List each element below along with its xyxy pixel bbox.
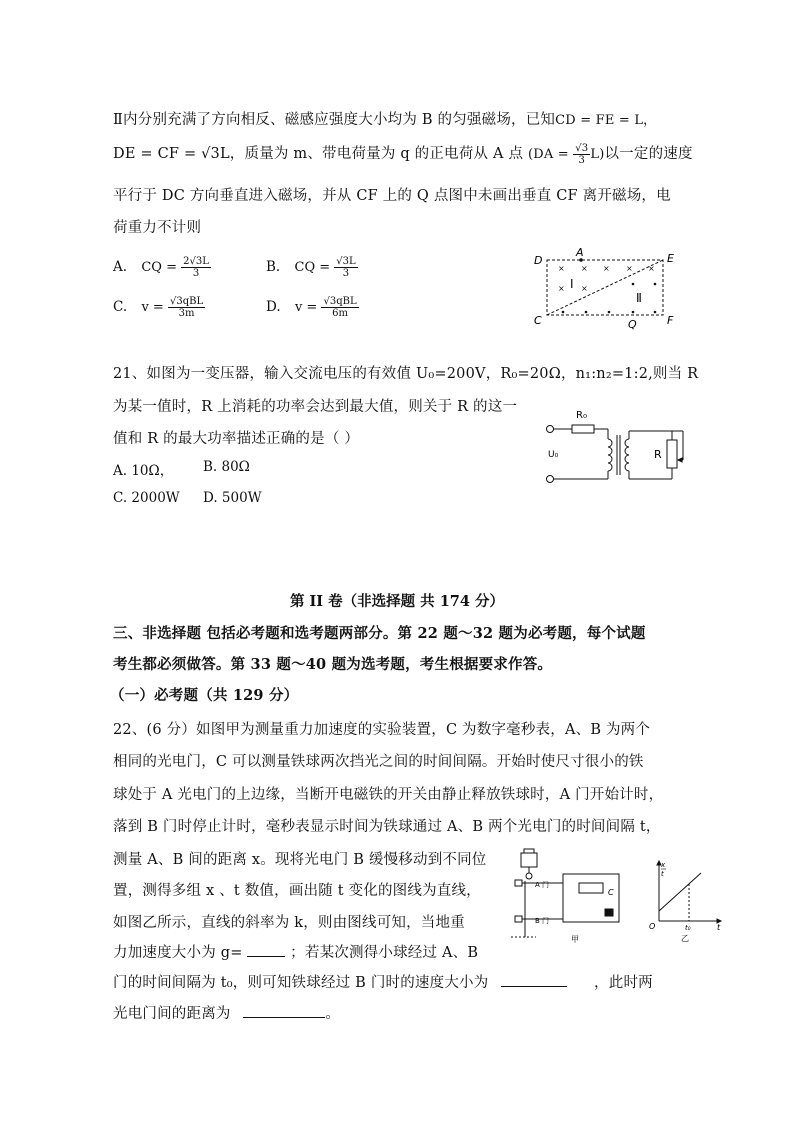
cross: × xyxy=(581,284,588,293)
q20-option-c xyxy=(113,290,205,319)
formula-frac xyxy=(168,296,205,319)
q20-option-b xyxy=(266,250,358,279)
q21-option-c: C. 2000W xyxy=(113,490,180,506)
q22-line8-text: 力加速度大小为 g= xyxy=(113,945,243,961)
section-heading-line2: 考生都必须做答。第 33 题～40 题为选考题，考生根据要求作答。 xyxy=(113,656,553,673)
label-t0: t₀ xyxy=(685,924,691,932)
q22-line9-tail: ，此时两 xyxy=(594,975,653,991)
q22-line10-text: 光电门间的距离为 xyxy=(113,1006,231,1022)
label-c: C xyxy=(534,314,542,327)
gate-a xyxy=(515,880,522,886)
q22-line1: 22、(6 分）如图甲为测量重力加速度的实验装置，C 为数字毫秒表，A、B 为两个 xyxy=(113,722,651,738)
formula-frac xyxy=(334,256,357,279)
q22-line9 xyxy=(113,971,653,992)
label-region-2: Ⅱ xyxy=(636,291,642,305)
label-e: E xyxy=(667,252,674,265)
q22-line10 xyxy=(113,1002,340,1023)
formula-frac xyxy=(321,296,358,319)
option-label: C. xyxy=(113,299,128,315)
frac-num: √3qBL xyxy=(169,296,204,307)
q22-line7: 如图乙所示，直线的斜率为 k，则由图线可知，当地重 xyxy=(113,915,465,931)
q20-line1 xyxy=(113,108,656,129)
q21-line1: 21、如图为一变压器，输入交流电压的有效值 U₀=200V，R₀=20Ω，n₁:n₂=1:2,则当 R xyxy=(113,366,699,382)
cross: × xyxy=(648,264,655,273)
cross: × xyxy=(581,264,588,273)
dot xyxy=(632,283,635,286)
q20-line1-math: CD = FE = L， xyxy=(555,113,657,128)
formula-lhs: v = xyxy=(294,300,318,315)
cross: × xyxy=(558,264,565,273)
da-fraction xyxy=(573,143,590,166)
dot xyxy=(562,311,565,314)
option-formula xyxy=(295,256,358,279)
da-num: √3 xyxy=(575,143,589,154)
dot xyxy=(585,311,588,314)
electromagnet xyxy=(521,853,537,867)
gate-b xyxy=(515,916,522,922)
q21-line3: 值和 R 的最大功率描述正确的是（ ） xyxy=(113,431,360,447)
frac-num: √3qBL xyxy=(323,296,357,307)
graph-line xyxy=(659,873,701,911)
q20-line3: 平行于 DC 方向垂直进入磁场，并从 CF 上的 Q 点图中未画出垂直 CF 离开磁场，电 xyxy=(113,188,671,204)
q20-option-a xyxy=(113,250,211,279)
label-b-gate: B 门 xyxy=(535,917,550,925)
timer-switch xyxy=(605,909,613,916)
q21-option-d: D. 500W xyxy=(203,490,262,506)
q20-option-d xyxy=(266,290,359,319)
q22-line8-tail: ；若某次测得小球经过 A、B xyxy=(290,945,479,961)
q22-line10-tail: 。 xyxy=(325,1006,341,1022)
q20-line2-text: DE = CF = √3L，质量为 m、带电荷量为 q 的正电荷从 A 点 xyxy=(113,146,524,162)
timer-display xyxy=(579,883,603,893)
q20-da-expression xyxy=(527,143,605,166)
resistor-r xyxy=(667,440,677,468)
subsection-title: （一）必考题（共 129 分） xyxy=(110,687,299,704)
q22-line6: 置，测得多组 x 、t 数值，画出随 t 变化的图线为直线， xyxy=(113,883,481,899)
dot xyxy=(608,311,611,314)
formula-lhs: CQ = xyxy=(294,260,331,275)
option-formula xyxy=(141,256,211,279)
electromagnet-top xyxy=(524,849,534,853)
answer-blank-velocity[interactable] xyxy=(501,972,567,987)
transformer-circuit-figure xyxy=(540,400,690,490)
label-origin: O xyxy=(649,922,656,931)
label-r0: R₀ xyxy=(576,410,587,421)
answer-blank-distance[interactable] xyxy=(243,1003,325,1018)
q22-line5: 测量 A、B 间的距离 x。现将光电门 B 缓慢移动到不同位 xyxy=(113,852,487,868)
dot xyxy=(654,311,657,314)
label-x: x xyxy=(661,861,666,869)
label-a-gate: A 门 xyxy=(535,881,550,889)
option-label: A. xyxy=(113,259,128,275)
dots-region-2 xyxy=(562,283,657,314)
q20-line2-tail: 以一定的速度 xyxy=(604,146,693,162)
q22-line8 xyxy=(113,941,478,962)
label-timer-c: C xyxy=(608,888,614,897)
resistor-r0 xyxy=(572,425,594,433)
cross: × xyxy=(558,284,565,293)
xt-graph-figure xyxy=(645,855,725,945)
label-f: F xyxy=(667,314,674,327)
option-label: D. xyxy=(266,299,281,315)
cross: × xyxy=(626,264,633,273)
cross: × xyxy=(603,264,610,273)
dot xyxy=(654,283,657,286)
da-post: L) xyxy=(590,147,605,162)
label-region-1: Ⅰ xyxy=(570,277,574,291)
label-q: Q xyxy=(628,318,637,331)
formula-frac xyxy=(181,256,211,279)
apparatus-figure xyxy=(508,845,638,945)
input-terminal-bottom xyxy=(547,476,554,483)
da-den: 3 xyxy=(578,155,586,166)
frac-den: 3m xyxy=(178,308,195,319)
label-t: t xyxy=(717,923,721,932)
section-title: 第 II 卷（非选择题 共 174 分） xyxy=(289,593,505,610)
formula-lhs: CQ = xyxy=(141,260,177,275)
q20-line2 xyxy=(113,142,693,166)
q21-line2: 为某一值时，R 上消耗的功率会达到最大值，则关于 R 的这一 xyxy=(113,399,518,415)
q21-option-a: A. 10Ω， xyxy=(113,463,174,479)
frac-num: √3L xyxy=(336,256,356,267)
secondary-coil xyxy=(625,439,629,471)
frac-num: 2√3L xyxy=(183,256,209,267)
label-jia: 甲 xyxy=(571,935,579,944)
q22-line4: 落到 B 门时停止计时，毫秒表显示时间为铁球通过 A、B 两个光电门的时间间隔 t， xyxy=(113,819,661,835)
label-a: A xyxy=(576,246,584,259)
q22-line2: 相同的光电门，C 可以测量铁球两次挡光之间的时间间隔。开始时使尺寸很小的铁 xyxy=(113,754,644,770)
label-xt-den: t xyxy=(661,870,664,878)
q20-line4: 荷重力不计则 xyxy=(113,220,202,236)
option-formula xyxy=(141,296,205,319)
label-yi: 乙 xyxy=(681,934,689,943)
da-pre: (DA = xyxy=(527,147,574,162)
q21-option-b: B. 80Ω xyxy=(203,459,250,475)
input-terminal-top xyxy=(547,426,554,433)
dot xyxy=(632,311,635,314)
q22-line9-text: 门的时间间隔为 t₀，则可知铁球经过 B 门时的速度大小为 xyxy=(113,975,489,991)
frac-den: 6m xyxy=(332,308,348,319)
frac-den: 3 xyxy=(342,268,350,279)
q20-line1-text: Ⅱ内分别充满了方向相反、磁感应强度大小均为 B 的匀强磁场，已知 xyxy=(113,112,556,128)
q22-line3: 球处于 A 光电门的上边缘，当断开电磁铁的开关由静止释放铁球时，A 门开始计时， xyxy=(113,787,664,803)
option-formula xyxy=(295,296,359,319)
label-d: D xyxy=(534,254,543,267)
primary-coil xyxy=(608,439,612,471)
answer-blank-g[interactable] xyxy=(247,942,285,957)
option-label: B. xyxy=(266,259,281,275)
label-r: R xyxy=(654,448,662,461)
magnetic-field-figure xyxy=(530,246,690,332)
formula-lhs: v = xyxy=(141,300,164,315)
section-heading-line1: 三、非选择题 包括必考题和选考题两部分。第 22 题～32 题为必考题，每个试题 xyxy=(113,625,646,642)
frac-den: 3 xyxy=(192,268,200,279)
label-u0: U₀ xyxy=(548,450,559,460)
iron-ball xyxy=(526,873,532,879)
